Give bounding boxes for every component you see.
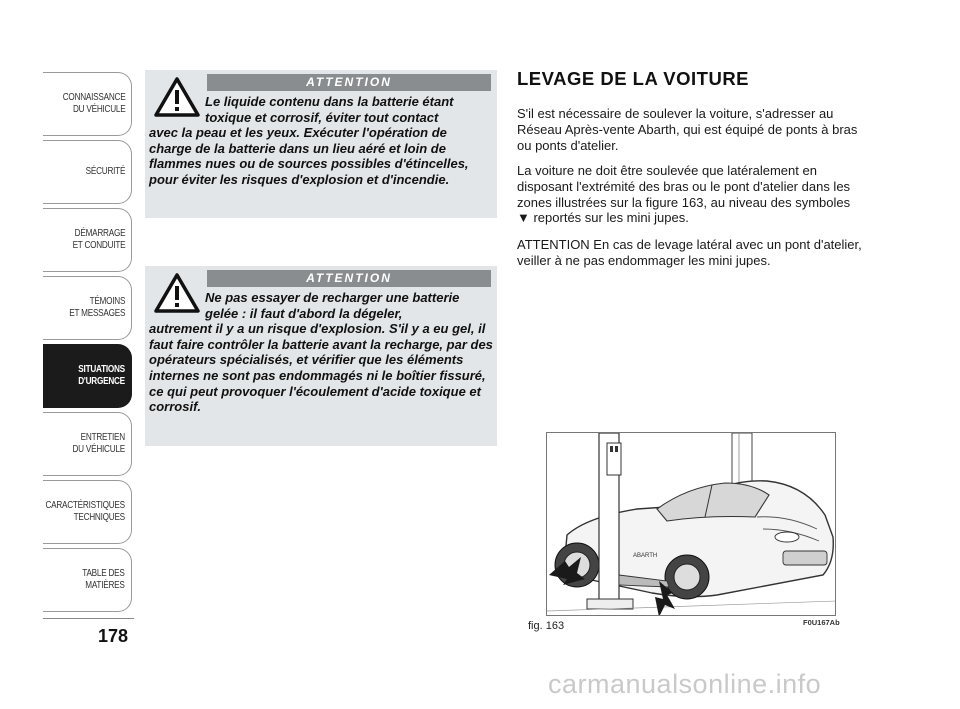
figure-label: fig. 163 bbox=[528, 620, 565, 632]
figure-code: F0U167Ab bbox=[803, 618, 840, 627]
warning-text bbox=[149, 290, 493, 415]
paragraph-1: S'il est nécessaire de soulever la voiture, s'adresser au Réseau Après-vente Abarth, qui est équipé de ponts à bras ou ponts d'atelier. bbox=[517, 106, 858, 153]
tab-temoins-et-messages[interactable] bbox=[43, 276, 132, 340]
warning-box-frozen-battery bbox=[145, 266, 497, 446]
paragraph-3: ATTENTION En cas de levage latéral avec un pont d'atelier, veiller à ne pas endommager les mini jupes. bbox=[517, 237, 862, 268]
page-divider bbox=[43, 618, 134, 619]
warning-text-first: Le liquide contenu dans la batterie étant toxique et corrosif, éviter tout contact bbox=[205, 94, 454, 125]
tab-caracteristiques-techniques[interactable] bbox=[43, 480, 132, 544]
warning-header: ATTENTION bbox=[207, 74, 491, 91]
tab-situations-d-urgence[interactable] bbox=[43, 344, 132, 408]
tab-label: SÉCURITÉ bbox=[85, 166, 125, 177]
tab-table-des-matieres[interactable] bbox=[43, 548, 132, 612]
section-title: LEVAGE DE LA VOITURE bbox=[517, 68, 750, 89]
tab-label: CONNAISSANCE DU VÉHICULE bbox=[62, 92, 125, 115]
tab-securite[interactable] bbox=[43, 140, 132, 204]
warning-text bbox=[149, 94, 493, 188]
watermark: carmanualsonline.info bbox=[548, 669, 822, 699]
car-lift-illustration bbox=[546, 432, 836, 616]
tab-demarrage-et-conduite[interactable] bbox=[43, 208, 132, 272]
car-badge: ABARTH bbox=[633, 553, 658, 559]
paragraph-2: La voiture ne doit être soulevée que latéralement en disposant l'extrémité des bras ou le pont d'atelier dans les zones illustrées sur la figure 163, au niveau des symboles ▼ reportés sur les mini jupes. bbox=[517, 163, 851, 226]
tab-label: TÉMOINS ET MESSAGES bbox=[69, 296, 125, 319]
warning-text-rest: avec la peau et les yeux. Exécuter l'opération de charge de la batterie dans un lieu aéré et loin de flammes nues ou de sources possibles d'étincelles, pour éviter les risques d'explosion et d'incendie. bbox=[149, 125, 469, 187]
tab-label: DÉMARRAGE ET CONDUITE bbox=[72, 228, 125, 251]
tab-label: CARACTÉRISTIQUES TECHNIQUES bbox=[45, 500, 125, 523]
warning-header: ATTENTION bbox=[207, 270, 491, 287]
car-on-lift-drawing bbox=[547, 433, 836, 616]
tab-label: ENTRETIEN DU VÉHICULE bbox=[72, 432, 125, 455]
tab-label: SITUATIONS D'URGENCE bbox=[78, 364, 125, 387]
tab-connaissance-du-vehicule[interactable] bbox=[43, 72, 132, 136]
warning-text-first: Ne pas essayer de recharger une batterie gelée : il faut d'abord la dégeler, bbox=[205, 290, 460, 321]
warning-box-battery-liquid bbox=[145, 70, 497, 218]
tab-label: TABLE DES MATIÈRES bbox=[82, 568, 125, 591]
tab-entretien-du-vehicule[interactable] bbox=[43, 412, 132, 476]
warning-text-rest: autrement il y a un risque d'explosion. S'il y a eu gel, il faut faire contrôler la batterie avant la recharge, par des opérateurs spécialisés, et vérifier que les éléments internes ne sont pas endommagés ni le boîtier fissuré, ce qui peut provoquer l'écoulement d'acide toxique et corrosif. bbox=[149, 321, 493, 415]
page-number: 178 bbox=[98, 626, 129, 646]
